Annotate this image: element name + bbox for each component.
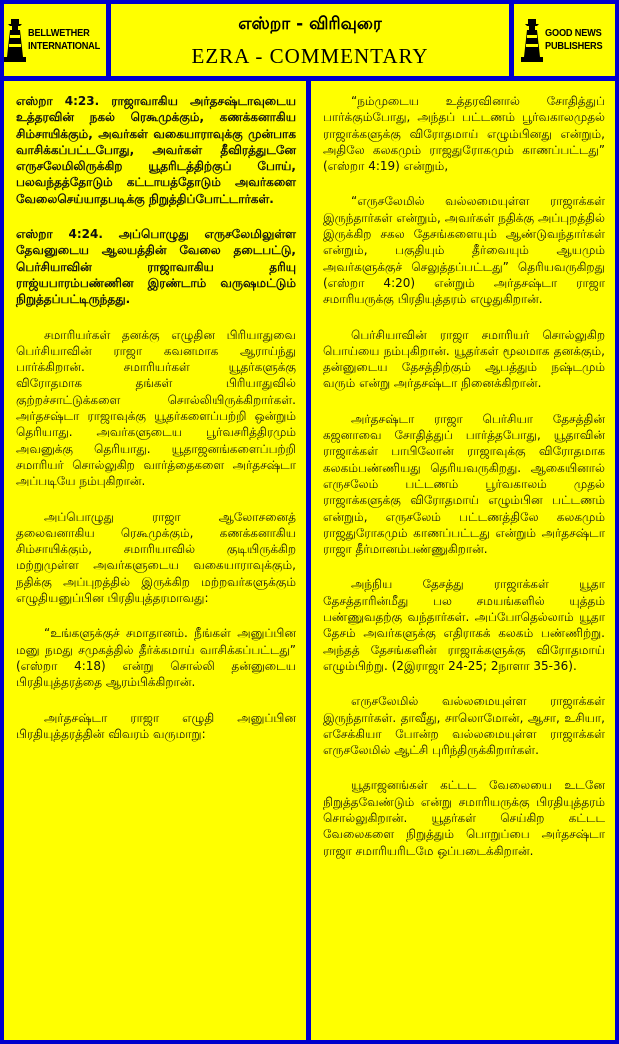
commentary-paragraph: அந்நிய தேசத்து ராஜாக்கள் யூதா தேசத்தாரின்மீது பல சமயங்களில் யுத்தம் பண்ணுவதற்கு வந்தார்கள். அப்போதெல்லாம் யூதா தேசம் அவர்களுக்கு எதிராகக் கலகம் பண்ணிற்று. அந்தத் தேசங்களின் ராஜாக்களுக்கு விரோதமாய் எழும்பிற்று. (2இராஜா 24-25; 2நாளா 35-36).: [323, 577, 605, 673]
commentary-quote: “நம்முடைய உத்தரவினால் சோதித்துப் பார்க்கும்போது, அந்தப் பட்டணம் பூர்வகாலமுதல் ராஜாக்களுக்கு விரோதமாய் எழும்பினது என்றும், அதிலே கலகமும் ராஜதுரோகமும் காணப்பட்டது” (எஸ்றா 4:19) என்றும்,: [323, 94, 605, 174]
title-english: EZRA - COMMENTARY: [191, 44, 429, 68]
title-banner: [111, 4, 509, 76]
commentary-paragraph: யூதாஜனங்கள் கட்டட வேலையை உடனே நிறுத்தவேண்டும் என்று சமாரியருக்கு பிரதியுத்தரம் சொல்லுகிறான். யூதர்கள் செய்கிற கட்டட வேலைகளை நிறுத்தும் பொறுப்பை அர்தசஷ்டா ராஜா சமாரியரிடமே ஒப்படைக்கிறான்.: [323, 778, 605, 858]
lighthouse-icon: [4, 17, 26, 63]
commentary-quote: “உங்களுக்குச் சமாதானம். நீங்கள் அனுப்பின மனு நமது சமுகத்தில் தீர்க்கமாய் வாசிக்கப்பட்டது” (எஸ்றா 4:18) என்று சொல்லி தன்னுடைய பிரதியுத்தரத்தை ஆரம்பிக்கிறான்.: [16, 626, 296, 690]
commentary-paragraph: எருசலேமில் வல்லமையுள்ள ராஜாக்கள் இருந்தார்கள். தாவீது, சாலொமோன், ஆசா, உசியா, எசேக்கியா போன்ற வல்லமையுள்ள ராஜாக்கள் எருசலேமில் ஆட்சி புரிந்திருக்கிறார்கள்.: [323, 694, 605, 758]
commentary-paragraph: அர்தசஷ்டா ராஜா எழுதி அனுப்பின பிரதியுத்தரத்தின் விவரம் வருமாறு:: [16, 710, 296, 741]
logo-right-line2: PUBLISHERS: [545, 41, 603, 52]
publisher-logo-left: [4, 4, 106, 76]
verse-4-24: எஸ்றா 4:24. அப்பொழுது எருசலேமிலுள்ள தேவனுடைய ஆலயத்தின் வேலை தடைபட்டு, பெர்சியாவின் ராஜாவாகிய தரியு ராஜ்யபாரம்பண்ணின இரண்டாம் வருஷமட்டும் நிறுத்தப்பட்டிருந்தது.: [16, 227, 296, 307]
publisher-logo-right: [514, 4, 615, 76]
commentary-quote: “எருசலேமில் வல்லமையுள்ள ராஜாக்கள் இருந்தார்கள் என்றும், அவர்கள் நதிக்கு அப்புறத்தில் இருக்கிற சகல தேசங்களையும் ஆண்டுவந்தார்கள் என்றும், பகுதியும் தீர்வையும் ஆயமும் அவர்களுக்குச் செலுத்தப்பட்டது” தெரியவருகிறது (எஸ்றா 4:20) என்றும் அர்தசஷ்டா ராஜா சமாரியருக்கு பிரதியுத்தரம் எழுதுகிறான்.: [323, 194, 605, 307]
logo-right-line1: GOOD NEWS: [545, 28, 602, 39]
commentary-paragraph: பெர்சியாவின் ராஜா சமாரியர் சொல்லுகிற பொய்யை நம்புகிறான். யூதர்கள் மூலமாக தனக்கும், தன்னுடைய தேசத்திற்கும் ஆபத்தும் நஷ்டமும் வரும் என்று அர்தசஷ்டா நினைக்கிறான்.: [323, 327, 605, 391]
logo-left-line1: BELLWETHER: [27, 28, 90, 39]
title-tamil: எஸ்றா - விரிவுரை: [238, 14, 382, 34]
left-column: [4, 81, 306, 1040]
commentary-paragraph: அர்தசஷ்டா ராஜா பெர்சியா தேசத்தின் கஜனாவை சோதித்துப் பார்த்தபோது, யூதாவின் ராஜாக்கள் பாபிலோன் ராஜாவுக்கு விரோதமாக கலகம்பண்ணியது தெரியவருகிறது. ஆகையினால் எருசலேம் பட்டணம் பூர்வகாலம் முதல் ராஜாக்களுக்கு விரோதமாய் எழும்பின பட்டணம் என்றும், எருசலேம் பட்டணத்திலே கலகமும் ராஜதுரோகமும் காணப்பட்டது என்றும் அர்தசஷ்டா ராஜா தீர்மானம்பண்ணுகிறான்.: [323, 411, 605, 557]
verse-4-23: எஸ்றா 4:23. ராஜாவாகிய அர்தசஷ்டாவுடைய உத்தரவின் நகல் ரெகூமுக்கும், கணக்கனாகிய சிம்சாயிக்கும், அவர்கள் வகையாராவுக்கு முன்பாக வாசிக்கப்பட்டபோது, அவர்கள் தீவிரத்துடனே எருசலேமிலிருக்கிற யூதரிடத்திற்குப் போய், பலவந்தத்தோடும் கட்டாயத்தோடும் அவர்களை வேலைசெய்யாதபடிக்கு நிறுத்திப்போட்டார்கள்.: [16, 94, 296, 206]
commentary-paragraph: அப்பொழுது ராஜா ஆலோசனைத் தலைவனாகிய ரெகூமுக்கும், கணக்கனாகிய சிம்சாயிக்கும், சமாரியாவில் குடியிருக்கிற மற்றுமுள்ள அவர்களுடைய வகையாராவுக்கும், நதிக்கு அப்புறத்தில் இருக்கிற மற்றவர்களுக்கும் எழுதியனுப்பின பிரதியுத்தரமாவது:: [16, 509, 296, 606]
commentary-paragraph: சமாரியர்கள் தனக்கு எழுதின பிரியாதுவை பெர்சியாவின் ராஜா கவனமாக ஆராய்ந்து பார்க்கிறான். சமாரியர்கள் யூதர்களுக்கு விரோதமாக தங்கள் பிரியாதுவில் குற்றச்சாட்டுக்களை சொல்லியிருக்கிறார்கள். அர்தசஷ்டா ராஜாவுக்கு யூதர்களைப்பற்றி ஒன்றும் தெரியாது. அவர்களுடைய பூர்வசரித்திரமும் அவனுக்கு தெரியாது. யூதாஜனங்களைப்பற்றி சமாரியர் சொல்லுகிற வார்த்தைகளை அர்தசஷ்டா அப்படியே நம்புகிறான்.: [16, 327, 296, 489]
right-column: [311, 81, 615, 1040]
logo-left-line2: INTERNATIONAL: [27, 41, 100, 52]
lighthouse-icon: [521, 17, 543, 63]
